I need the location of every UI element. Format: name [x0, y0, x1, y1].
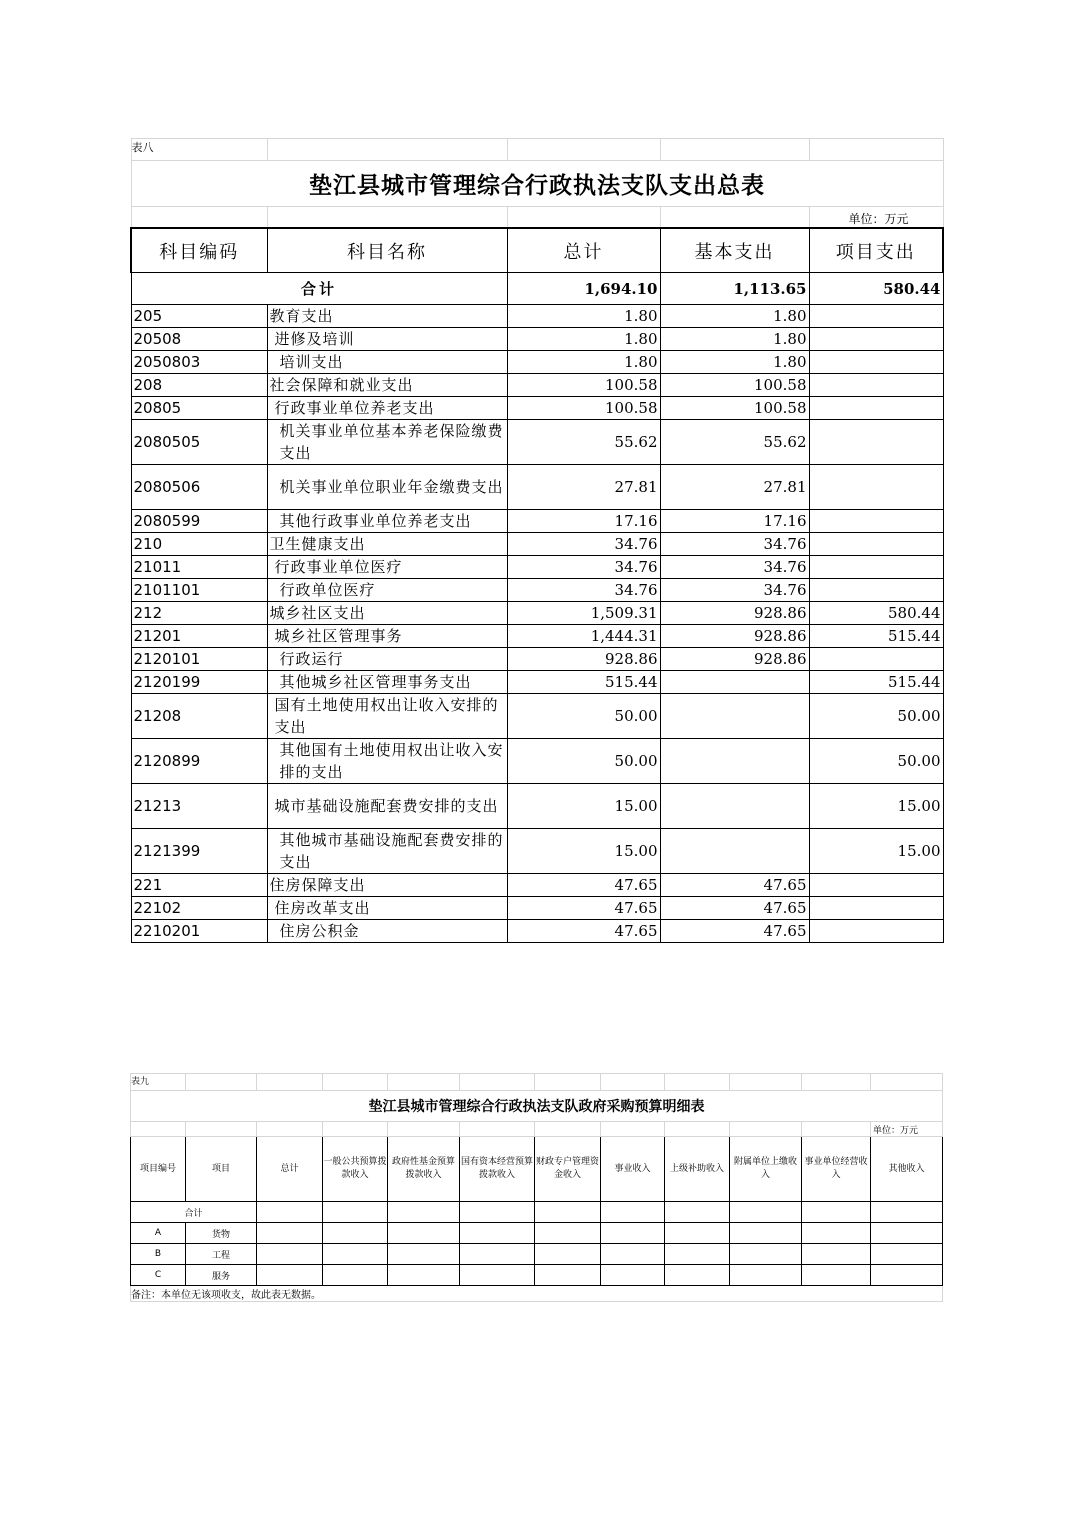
row-project [809, 397, 943, 420]
row-value [257, 1265, 323, 1286]
row-name: 其他行政事业单位养老支出 [267, 510, 507, 533]
table-row [131, 328, 943, 351]
table-row [131, 920, 943, 943]
row-basic: 100.58 [660, 397, 809, 420]
header-cell: 国有资本经营预算拨款收入 [460, 1137, 535, 1202]
row-basic: 928.86 [660, 648, 809, 671]
row-project [809, 920, 943, 943]
row-total: 47.65 [507, 920, 660, 943]
row-basic [660, 694, 809, 739]
row-project [809, 897, 943, 920]
table-row [131, 420, 943, 465]
row-name: 行政运行 [267, 648, 507, 671]
row-code: 2120899 [131, 739, 267, 784]
table-tag-row [131, 139, 943, 161]
total-label: 合计 [131, 273, 507, 305]
row-project: 50.00 [809, 694, 943, 739]
table-row [131, 784, 943, 829]
row-total: 34.76 [507, 579, 660, 602]
row-code: 21208 [131, 694, 267, 739]
row-basic: 1.80 [660, 328, 809, 351]
table-row [131, 739, 943, 784]
table-row [131, 1244, 943, 1265]
row-value [257, 1223, 323, 1244]
row-name: 工程 [186, 1244, 257, 1265]
row-project [809, 420, 943, 465]
row-code: C [131, 1265, 186, 1286]
row-project: 580.44 [809, 602, 943, 625]
row-project [809, 874, 943, 897]
row-total: 1.80 [507, 305, 660, 328]
row-basic [660, 671, 809, 694]
row-project [809, 648, 943, 671]
note-row [131, 1286, 943, 1302]
row-project [809, 374, 943, 397]
row-value [665, 1223, 730, 1244]
row-value [460, 1244, 535, 1265]
row-project [809, 351, 943, 374]
row-project [809, 510, 943, 533]
row-basic: 55.62 [660, 420, 809, 465]
row-total: 27.81 [507, 465, 660, 510]
row-project: 15.00 [809, 784, 943, 829]
row-code: 2080506 [131, 465, 267, 510]
note-text: 备注：本单位无该项收支，故此表无数据。 [131, 1286, 943, 1302]
table-row [131, 579, 943, 602]
row-code: 2210201 [131, 920, 267, 943]
row-total: 15.00 [507, 829, 660, 874]
row-value [665, 1265, 730, 1286]
row-name: 住房改革支出 [267, 897, 507, 920]
header-cell: 其他收入 [871, 1137, 943, 1202]
table-body [131, 305, 943, 943]
row-value [388, 1244, 460, 1265]
row-project: 515.44 [809, 625, 943, 648]
row-basic: 34.76 [660, 556, 809, 579]
table-row [131, 829, 943, 874]
row-total: 55.62 [507, 420, 660, 465]
row-value [323, 1223, 388, 1244]
row-project: 15.00 [809, 829, 943, 874]
row-basic: 27.81 [660, 465, 809, 510]
header-cell: 事业收入 [601, 1137, 665, 1202]
row-total: 928.86 [507, 648, 660, 671]
row-name: 其他城市基础设施配套费安排的支出 [267, 829, 507, 874]
row-name: 培训支出 [267, 351, 507, 374]
row-name: 住房公积金 [267, 920, 507, 943]
row-code: 2101101 [131, 579, 267, 602]
table-row [131, 694, 943, 739]
row-value [323, 1244, 388, 1265]
table-tag-row [131, 1074, 943, 1091]
table-row [131, 625, 943, 648]
table-row [131, 533, 943, 556]
total-project: 580.44 [809, 273, 943, 305]
row-code: 20805 [131, 397, 267, 420]
row-code: 208 [131, 374, 267, 397]
row-code: 20508 [131, 328, 267, 351]
total-sum: 1,694.10 [507, 273, 660, 305]
row-code: 221 [131, 874, 267, 897]
row-total: 50.00 [507, 739, 660, 784]
row-basic: 928.86 [660, 625, 809, 648]
row-value [871, 1244, 943, 1265]
table-row [131, 556, 943, 579]
row-value [601, 1244, 665, 1265]
header-row [131, 1137, 943, 1202]
row-code: 2120101 [131, 648, 267, 671]
header-name: 科目名称 [267, 228, 507, 273]
row-value [802, 1265, 871, 1286]
row-total: 515.44 [507, 671, 660, 694]
row-project [809, 328, 943, 351]
row-code: 2080505 [131, 420, 267, 465]
row-value [535, 1265, 601, 1286]
row-name: 住房保障支出 [267, 874, 507, 897]
row-value [388, 1223, 460, 1244]
row-total: 1,509.31 [507, 602, 660, 625]
row-basic: 47.65 [660, 920, 809, 943]
row-code: 2121399 [131, 829, 267, 874]
row-total: 1.80 [507, 328, 660, 351]
header-cell: 上级补助收入 [665, 1137, 730, 1202]
row-name: 城乡社区管理事务 [267, 625, 507, 648]
row-basic: 34.76 [660, 533, 809, 556]
row-total: 34.76 [507, 556, 660, 579]
row-name: 教育支出 [267, 305, 507, 328]
row-code: 2050803 [131, 351, 267, 374]
row-basic [660, 784, 809, 829]
header-cell: 附属单位上缴收入 [730, 1137, 802, 1202]
row-project [809, 579, 943, 602]
row-total: 50.00 [507, 694, 660, 739]
row-value [601, 1223, 665, 1244]
row-name: 卫生健康支出 [267, 533, 507, 556]
row-name: 其他城乡社区管理事务支出 [267, 671, 507, 694]
row-total: 34.76 [507, 533, 660, 556]
header-project: 项目支出 [809, 228, 943, 273]
table-row [131, 305, 943, 328]
header-cell: 事业单位经营收入 [802, 1137, 871, 1202]
table-row [131, 602, 943, 625]
row-name: 行政事业单位医疗 [267, 556, 507, 579]
row-value [802, 1223, 871, 1244]
row-name: 行政单位医疗 [267, 579, 507, 602]
row-project [809, 556, 943, 579]
row-code: 210 [131, 533, 267, 556]
row-project: 515.44 [809, 671, 943, 694]
row-basic [660, 739, 809, 784]
unit-label: 单位：万元 [871, 1122, 943, 1137]
row-value [730, 1265, 802, 1286]
table-row [131, 351, 943, 374]
row-value [730, 1244, 802, 1265]
row-total: 100.58 [507, 397, 660, 420]
row-total: 15.00 [507, 784, 660, 829]
row-value [388, 1265, 460, 1286]
table-row [131, 465, 943, 510]
row-total: 1,444.31 [507, 625, 660, 648]
total-basic: 1,113.65 [660, 273, 809, 305]
row-total: 17.16 [507, 510, 660, 533]
table-title: 垫江县城市管理综合行政执法支队支出总表 [131, 161, 943, 207]
row-project [809, 465, 943, 510]
header-cell: 一般公共预算拨款收入 [323, 1137, 388, 1202]
table-title: 垫江县城市管理综合行政执法支队政府采购预算明细表 [131, 1091, 943, 1122]
row-basic: 17.16 [660, 510, 809, 533]
row-code: B [131, 1244, 186, 1265]
row-value [535, 1223, 601, 1244]
row-name: 进修及培训 [267, 328, 507, 351]
row-value [257, 1244, 323, 1265]
unit-label: 单位：万元 [809, 207, 943, 229]
total-row [131, 1202, 943, 1223]
title-row [131, 161, 943, 207]
row-basic [660, 829, 809, 874]
row-project [809, 305, 943, 328]
header-cell: 政府性基金预算拨款收入 [388, 1137, 460, 1202]
table-row [131, 1265, 943, 1286]
table-row [131, 671, 943, 694]
row-code: 2080599 [131, 510, 267, 533]
row-name: 货物 [186, 1223, 257, 1244]
row-name: 社会保障和就业支出 [267, 374, 507, 397]
row-name: 城市基础设施配套费安排的支出 [267, 784, 507, 829]
row-code: 2120199 [131, 671, 267, 694]
row-project [809, 533, 943, 556]
row-name: 国有土地使用权出让收入安排的支出 [267, 694, 507, 739]
row-name: 行政事业单位养老支出 [267, 397, 507, 420]
header-cell: 财政专户管理资金收入 [535, 1137, 601, 1202]
total-row [131, 273, 943, 305]
row-value [323, 1265, 388, 1286]
procurement-budget-table [130, 1073, 943, 1302]
row-value [802, 1244, 871, 1265]
row-value [871, 1223, 943, 1244]
header-basic: 基本支出 [660, 228, 809, 273]
row-name: 机关事业单位基本养老保险缴费支出 [267, 420, 507, 465]
table-body [131, 1223, 943, 1286]
row-basic: 928.86 [660, 602, 809, 625]
unit-row [131, 207, 943, 229]
header-cell: 项目编号 [131, 1137, 186, 1202]
row-basic: 34.76 [660, 579, 809, 602]
table-tag: 表九 [131, 1074, 186, 1091]
row-basic: 1.80 [660, 305, 809, 328]
total-label: 合计 [131, 1202, 257, 1223]
row-value [535, 1244, 601, 1265]
row-name: 机关事业单位职业年金缴费支出 [267, 465, 507, 510]
header-code: 科目编码 [131, 228, 267, 273]
table-tag: 表八 [131, 139, 267, 161]
row-total: 1.80 [507, 351, 660, 374]
table-row [131, 510, 943, 533]
table-row [131, 397, 943, 420]
row-code: 21011 [131, 556, 267, 579]
row-name: 其他国有土地使用权出让收入安排的支出 [267, 739, 507, 784]
row-code: 21201 [131, 625, 267, 648]
row-code: A [131, 1223, 186, 1244]
table-row [131, 648, 943, 671]
table-row [131, 1223, 943, 1244]
table-row [131, 897, 943, 920]
row-value [601, 1265, 665, 1286]
row-total: 100.58 [507, 374, 660, 397]
row-value [871, 1265, 943, 1286]
row-basic: 47.65 [660, 897, 809, 920]
row-code: 21213 [131, 784, 267, 829]
table-row [131, 374, 943, 397]
header-cell: 项目 [186, 1137, 257, 1202]
row-basic: 47.65 [660, 874, 809, 897]
expenditure-summary-table [130, 138, 944, 943]
row-value [460, 1223, 535, 1244]
row-code: 205 [131, 305, 267, 328]
row-project: 50.00 [809, 739, 943, 784]
row-value [665, 1244, 730, 1265]
row-basic: 1.80 [660, 351, 809, 374]
row-basic: 100.58 [660, 374, 809, 397]
header-cell: 总计 [257, 1137, 323, 1202]
table-row [131, 874, 943, 897]
title-row [131, 1091, 943, 1122]
row-value [460, 1265, 535, 1286]
unit-row [131, 1122, 943, 1137]
row-total: 47.65 [507, 874, 660, 897]
row-name: 服务 [186, 1265, 257, 1286]
row-value [730, 1223, 802, 1244]
header-row [131, 228, 943, 273]
row-name: 城乡社区支出 [267, 602, 507, 625]
row-total: 47.65 [507, 897, 660, 920]
row-code: 212 [131, 602, 267, 625]
row-code: 22102 [131, 897, 267, 920]
header-total: 总计 [507, 228, 660, 273]
